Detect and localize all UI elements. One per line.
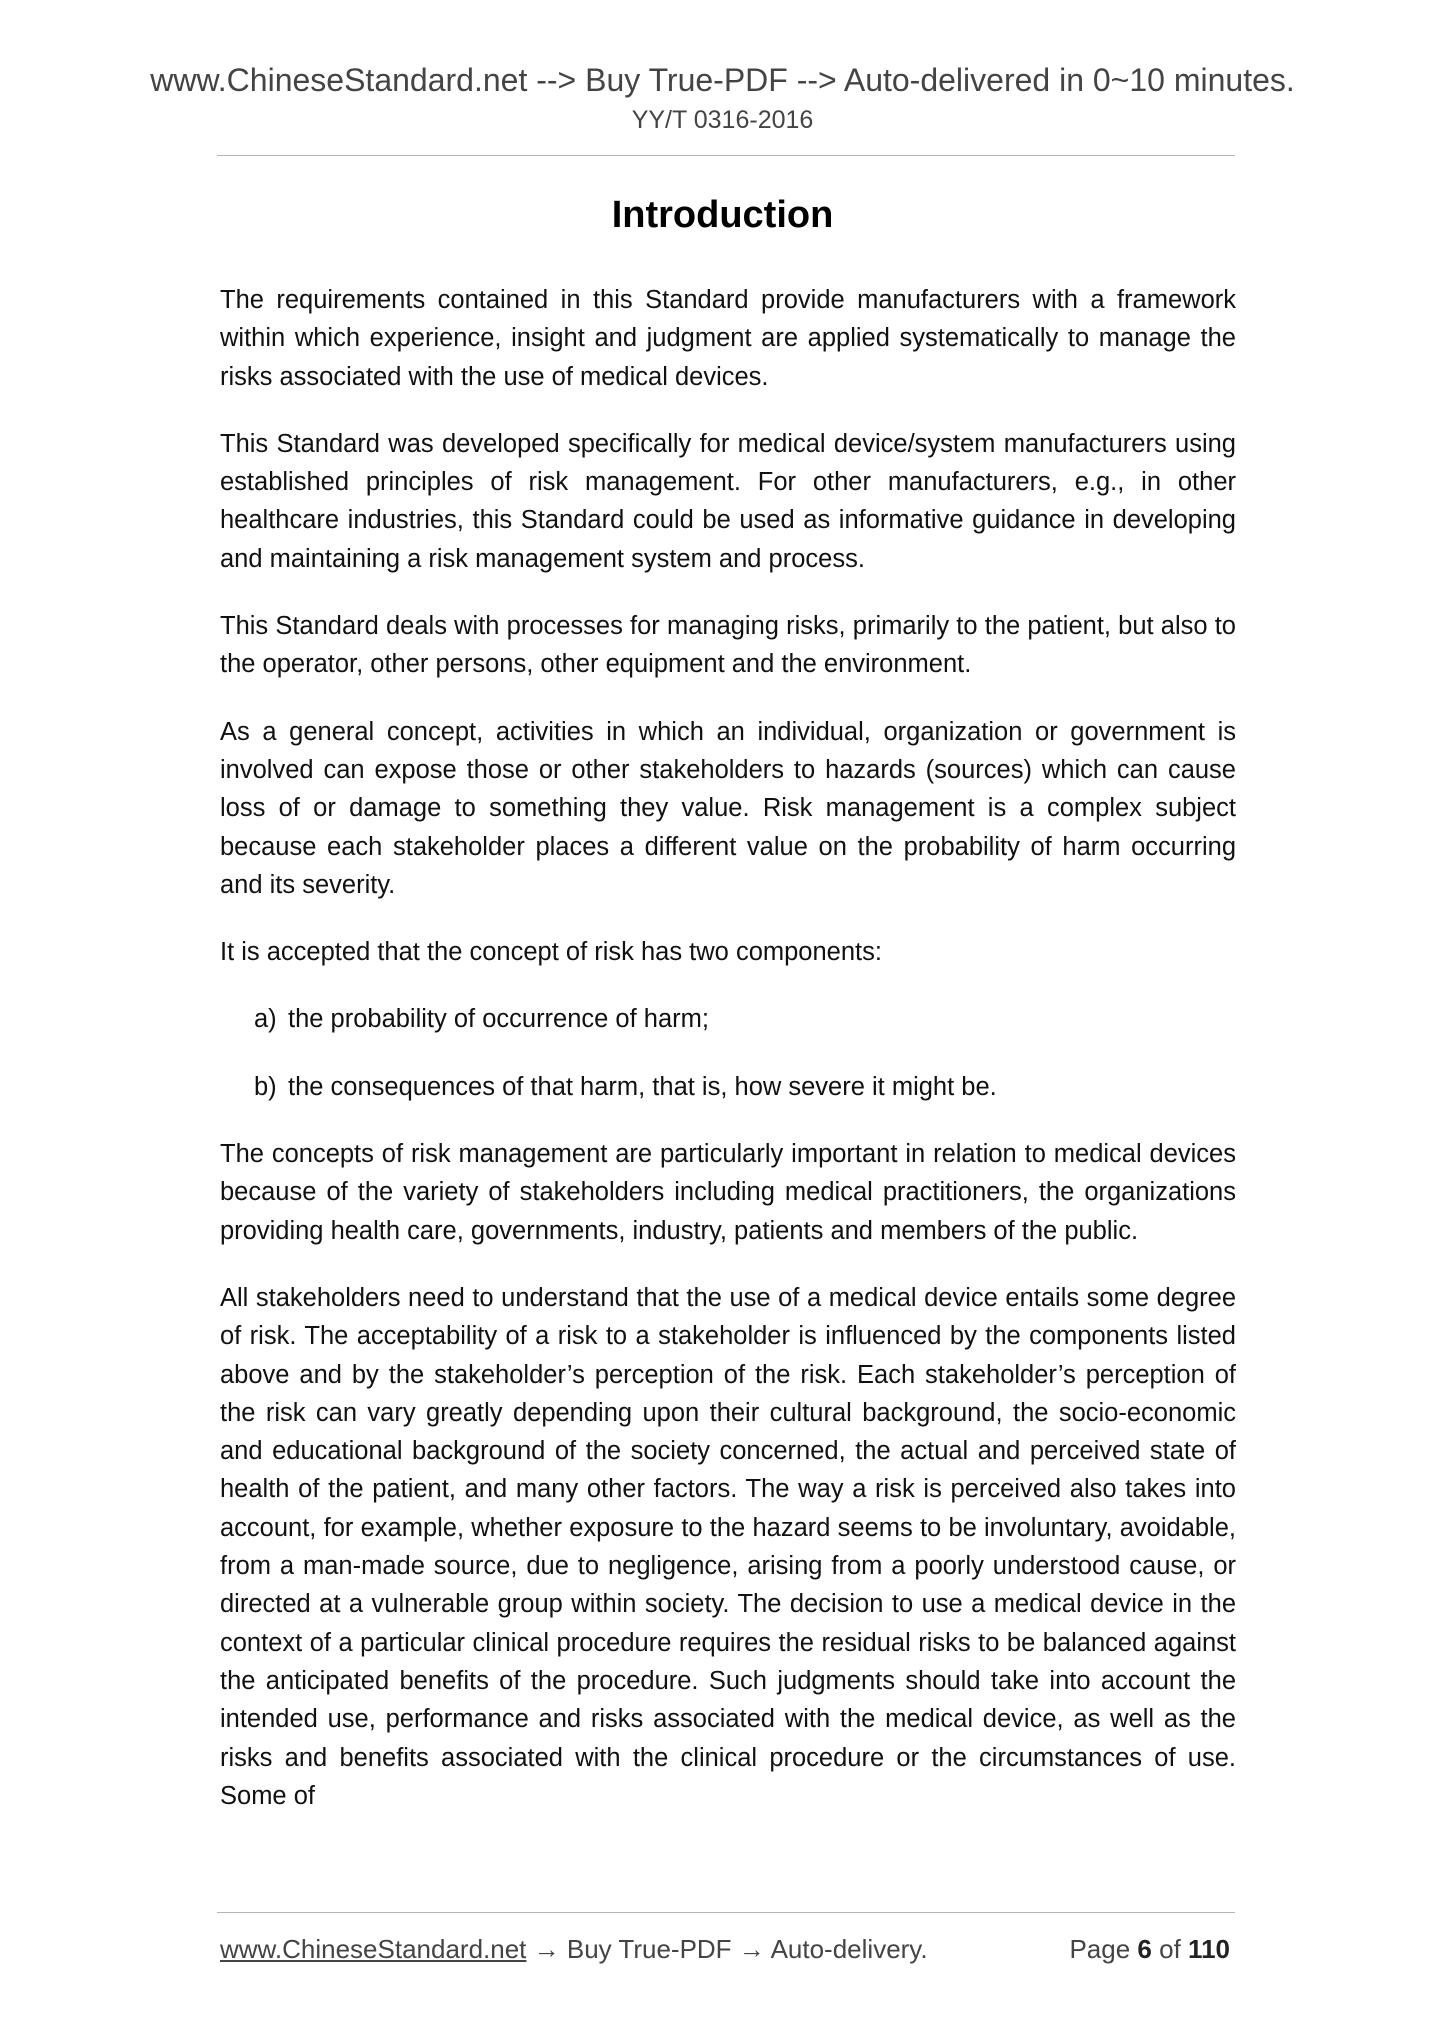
list-marker: a) xyxy=(254,1005,277,1034)
document-body xyxy=(220,281,1236,1844)
list-item xyxy=(254,1068,1236,1106)
list-item-text: the consequences of that harm, that is, how severe it might be. xyxy=(288,1072,997,1101)
paragraph-intro-framework: The requirements contained in this Standard provide manufacturers with a framework within which experience, insight and judgment are applied systematically to manage the risks associated with the use of medical devices. xyxy=(220,286,1236,391)
standard-code: YY/T 0316-2016 xyxy=(631,106,814,134)
list-item xyxy=(254,1000,1236,1038)
paragraph-stakeholders: The concepts of risk management are particularly important in relation to medical devices because of the variety of stakeholders including medical practitioners, the organizations providing health care, governments, industry, patients and members of the public. xyxy=(220,1140,1236,1245)
risk-components-list xyxy=(220,1000,1236,1106)
page-of-label: of xyxy=(1159,1934,1181,1964)
header-divider xyxy=(217,155,1235,156)
paragraph-general-concept: As a general concept, activities in which an individual, organization or government is involved can expose those or other stakeholders to hazards (sources) which can cause loss of or damage to something they value. Risk management is a complex subject because each stakeholder places a different value on the probability of harm occurring and its severity. xyxy=(220,717,1236,899)
paragraph-acceptability: All stakeholders need to understand that the use of a medical device entails some degree of risk. The acceptability of a risk to a stakeholder is influenced by the components listed above and by the stakeholder’s perception of the risk. Each stakeholder’s perception of the risk can vary greatly depending upon their cultural background, the socio-economic and educational background of the society concerned, the actual and perceived state of health of the patient, and many other factors. The way a risk is perceived also takes into account, for example, whether exposure to the hazard seems to be involuntary, avoidable, from a man-made source, due to negligence, arising from a poorly understood cause, or directed at a vulnerable group within society. The decision to use a medical device in the context of a particular clinical procedure requires the residual risks to be balanced against the anticipated benefits of the procedure. Such judgments should take into account the intended use, performance and risks associated with the medical device, as well as the risks and benefits associated with the clinical procedure or the circumstances of use. Some of xyxy=(220,1283,1236,1810)
header-banner: www.ChineseStandard.net --> Buy True-PDF --> Auto-delivered in 0~10 minutes. xyxy=(150,62,1295,98)
page-total: 110 xyxy=(1188,1934,1230,1964)
paragraph-two-components: It is accepted that the concept of risk has two components: xyxy=(220,938,882,967)
page-number: 6 xyxy=(1137,1934,1152,1964)
footer-tagline: → Buy True-PDF → Auto-delivery. xyxy=(526,1934,928,1964)
footer-site-link[interactable]: www.ChineseStandard.net xyxy=(220,1934,527,1964)
list-item-text: the probability of occurrence of harm; xyxy=(288,1005,709,1034)
page-indicator xyxy=(1069,1932,1230,1966)
paragraph-processes: This Standard deals with processes for managing risks, primarily to the patient, but also to the operator, other persons, other equipment and the environment. xyxy=(220,612,1236,679)
page-label: Page xyxy=(1069,1934,1131,1964)
page-footer xyxy=(220,1932,1230,1966)
paragraph-developed-for: This Standard was developed specifically for medical device/system manufacturers using established principles of risk management. For other manufacturers, e.g., in other healthcare industries, this Standard could be used as informative guidance in developing and maintaining a risk management system and process. xyxy=(220,429,1236,573)
page-title: Introduction xyxy=(611,194,834,236)
footer-divider xyxy=(217,1912,1235,1913)
list-marker: b) xyxy=(254,1072,277,1101)
